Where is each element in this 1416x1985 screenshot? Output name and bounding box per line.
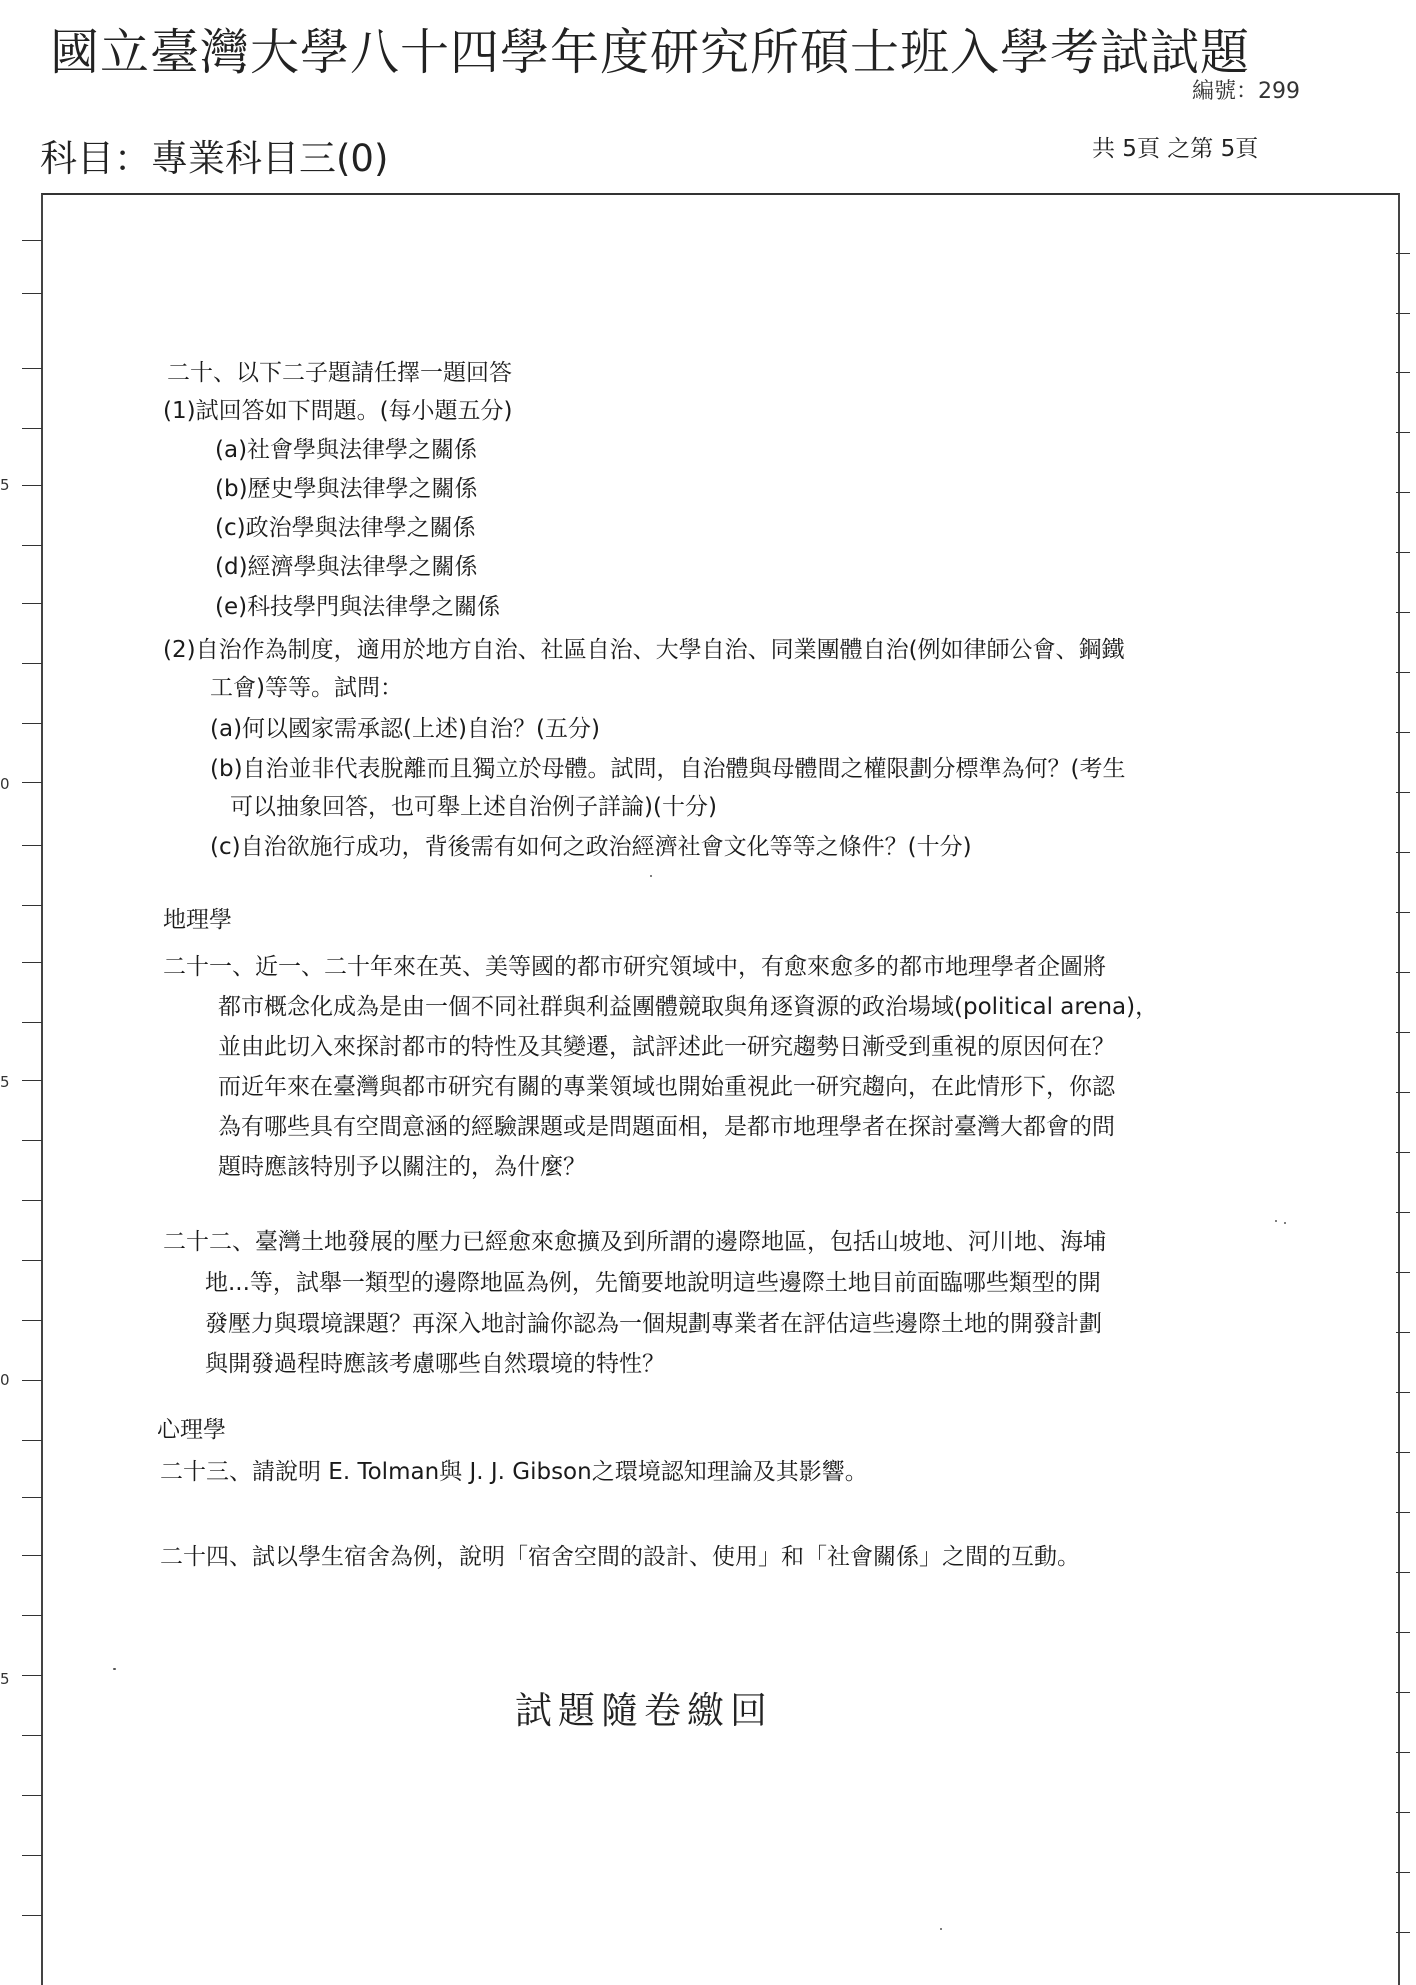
ruler-tick — [1396, 1512, 1410, 1513]
scan-speck — [650, 875, 652, 877]
ruler-tick — [1396, 1092, 1410, 1093]
q20-part2c: (c)自治欲施行成功，背後需有如何之政治經濟社會文化等等之條件？(十分) — [210, 834, 972, 860]
scan-speck — [940, 1928, 942, 1930]
ruler-tick — [22, 1855, 42, 1856]
ruler-tick — [1396, 1332, 1410, 1333]
margin-number: 5 — [0, 1073, 10, 1091]
q21-line: 並由此切入來探討都市的特性及其變遷，試評述此一研究趨勢日漸受到重視的原因何在？ — [218, 1034, 1115, 1060]
margin-number: 0 — [0, 1371, 10, 1389]
q22-line: 地...等，試舉一類型的邊際地區為例，先簡要地說明這些邊際土地目前面臨哪些類型的開 — [205, 1270, 1101, 1296]
ruler-tick — [22, 1022, 42, 1023]
q21-line: 題時應該特別予以關注的，為什麼？ — [218, 1154, 586, 1180]
ruler-tick — [22, 428, 42, 429]
ruler-tick — [1396, 792, 1410, 793]
ruler-tick — [1396, 912, 1410, 913]
q20-item: (c)政治學與法律學之關係 — [215, 515, 476, 541]
section-heading-geography: 地理學 — [163, 907, 232, 933]
ruler-tick — [22, 368, 42, 369]
ruler-tick — [22, 293, 42, 294]
q22-line: 發壓力與環境課題？再深入地討論你認為一個規劃專業者在評估這些邊際土地的開發計劃 — [205, 1311, 1102, 1337]
ruler-tick — [22, 1440, 42, 1441]
page-indicator: 共 5頁 之第 5頁 — [1092, 136, 1259, 162]
ruler-tick — [22, 603, 42, 604]
q20-part1: (1)試回答如下問題。(每小題五分) — [163, 398, 513, 424]
ruler-tick — [1396, 1152, 1410, 1153]
ruler-tick — [22, 1260, 42, 1261]
margin-number: 0 — [0, 775, 10, 793]
ruler-tick — [1396, 372, 1410, 373]
q21-line: 而近年來在臺灣與都市研究有關的專業領域也開始重視此一研究趨向，在此情形下，你認 — [218, 1074, 1115, 1100]
q22-line: 二十二、臺灣土地發展的壓力已經愈來愈擴及到所謂的邊際地區，包括山坡地、河川地、海埔 — [163, 1229, 1106, 1255]
ruler-tick — [1396, 1812, 1410, 1813]
q20-item: (b)歷史學與法律學之關係 — [215, 476, 478, 502]
ruler-tick — [1396, 1752, 1410, 1753]
margin-number: 5 — [0, 476, 10, 494]
q24-text: 二十四、試以學生宿舍為例，說明「宿舍空間的設計、使用」和「社會關係」之間的互動。 — [160, 1544, 1080, 1570]
ruler-tick — [22, 1795, 42, 1796]
q20-part2b: (b)自治並非代表脫離而且獨立於母體。試問，自治體與母體間之權限劃分標準為何？(考生 — [210, 756, 1126, 782]
ruler-tick — [22, 1320, 42, 1321]
ruler-tick — [22, 663, 42, 664]
q20-part2b-cont: 可以抽象回答，也可舉上述自治例子詳論)(十分) — [230, 794, 717, 820]
ruler-tick — [22, 1735, 42, 1736]
q20-item: (e)科技學門與法律學之關係 — [215, 594, 501, 620]
serial-number: 編號：299 — [1192, 79, 1300, 104]
scan-speck — [113, 1668, 116, 1670]
ruler-tick — [22, 782, 42, 783]
q21-line: 為有哪些具有空間意涵的經驗課題或是問題面相，是都市地理學者在探討臺灣大都會的問 — [218, 1114, 1115, 1140]
ruler-tick — [22, 1140, 42, 1141]
ruler-tick — [22, 240, 42, 241]
ruler-tick — [1396, 1872, 1410, 1873]
ruler-tick — [1396, 1212, 1410, 1213]
ruler-tick — [1396, 1572, 1410, 1573]
ruler-tick — [22, 1555, 42, 1556]
q23-text: 二十三、請說明 E. Tolman與 J. J. Gibson之環境認知理論及其影響。 — [160, 1459, 868, 1485]
ruler-tick — [22, 845, 42, 846]
ruler-tick — [22, 485, 42, 486]
ruler-tick — [1396, 1692, 1410, 1693]
return-notice: 試題隨卷繳回 — [515, 1689, 773, 1732]
ruler-tick — [1396, 1272, 1410, 1273]
q20-part2: (2)自治作為制度，適用於地方自治、社區自治、大學自治、同業團體自治(例如律師公會、鋼鐵 — [163, 637, 1125, 663]
ruler-tick — [1396, 432, 1410, 433]
q20-part2a: (a)何以國家需承認(上述)自治？(五分) — [210, 716, 600, 742]
ruler-tick — [22, 1380, 42, 1381]
scan-speck — [1284, 1222, 1286, 1224]
question-20-title: 二十、以下二子題請任擇一題回答 — [167, 360, 512, 386]
ruler-tick — [1396, 972, 1410, 973]
ruler-tick — [1396, 852, 1410, 853]
ruler-tick — [1396, 313, 1410, 314]
ruler-tick — [1396, 253, 1410, 254]
q22-line: 與開發過程時應該考慮哪些自然環境的特性？ — [205, 1351, 665, 1377]
ruler-tick — [22, 1615, 42, 1616]
ruler-tick — [1396, 1032, 1410, 1033]
ruler-tick — [1396, 1452, 1410, 1453]
ruler-tick — [1396, 1632, 1410, 1633]
ruler-tick — [22, 1200, 42, 1201]
q20-item: (a)社會學與法律學之關係 — [215, 437, 478, 463]
subject-label: 科目：專業科目三(0) — [40, 137, 389, 180]
ruler-tick — [1396, 1392, 1410, 1393]
ruler-tick — [22, 905, 42, 906]
ruler-tick — [1396, 1932, 1410, 1933]
ruler-tick — [1396, 492, 1410, 493]
ruler-tick — [22, 1497, 42, 1498]
exam-title: 國立臺灣大學八十四學年度研究所碩士班入學考試試題 — [50, 24, 1251, 81]
q21-line: 都市概念化成為是由一個不同社群與利益團體競取與角逐資源的政治場域(political arena)， — [218, 994, 1159, 1020]
q20-item: (d)經濟學與法律學之關係 — [215, 554, 478, 580]
ruler-tick — [1396, 672, 1410, 673]
q20-part2-cont: 工會)等等。試問： — [210, 675, 403, 701]
ruler-tick — [22, 723, 42, 724]
q21-line: 二十一、近一、二十年來在英、美等國的都市研究領域中，有愈來愈多的都市地理學者企圖將 — [163, 954, 1106, 980]
ruler-tick — [22, 1915, 42, 1916]
ruler-tick — [1396, 552, 1410, 553]
scan-speck — [1275, 1220, 1277, 1222]
ruler-tick — [1396, 612, 1410, 613]
ruler-tick — [22, 962, 42, 963]
ruler-tick — [22, 1675, 42, 1676]
ruler-tick — [1396, 732, 1410, 733]
section-heading-psychology: 心理學 — [157, 1417, 226, 1443]
ruler-tick — [22, 1080, 42, 1081]
margin-number: 5 — [0, 1670, 10, 1688]
ruler-tick — [22, 545, 42, 546]
